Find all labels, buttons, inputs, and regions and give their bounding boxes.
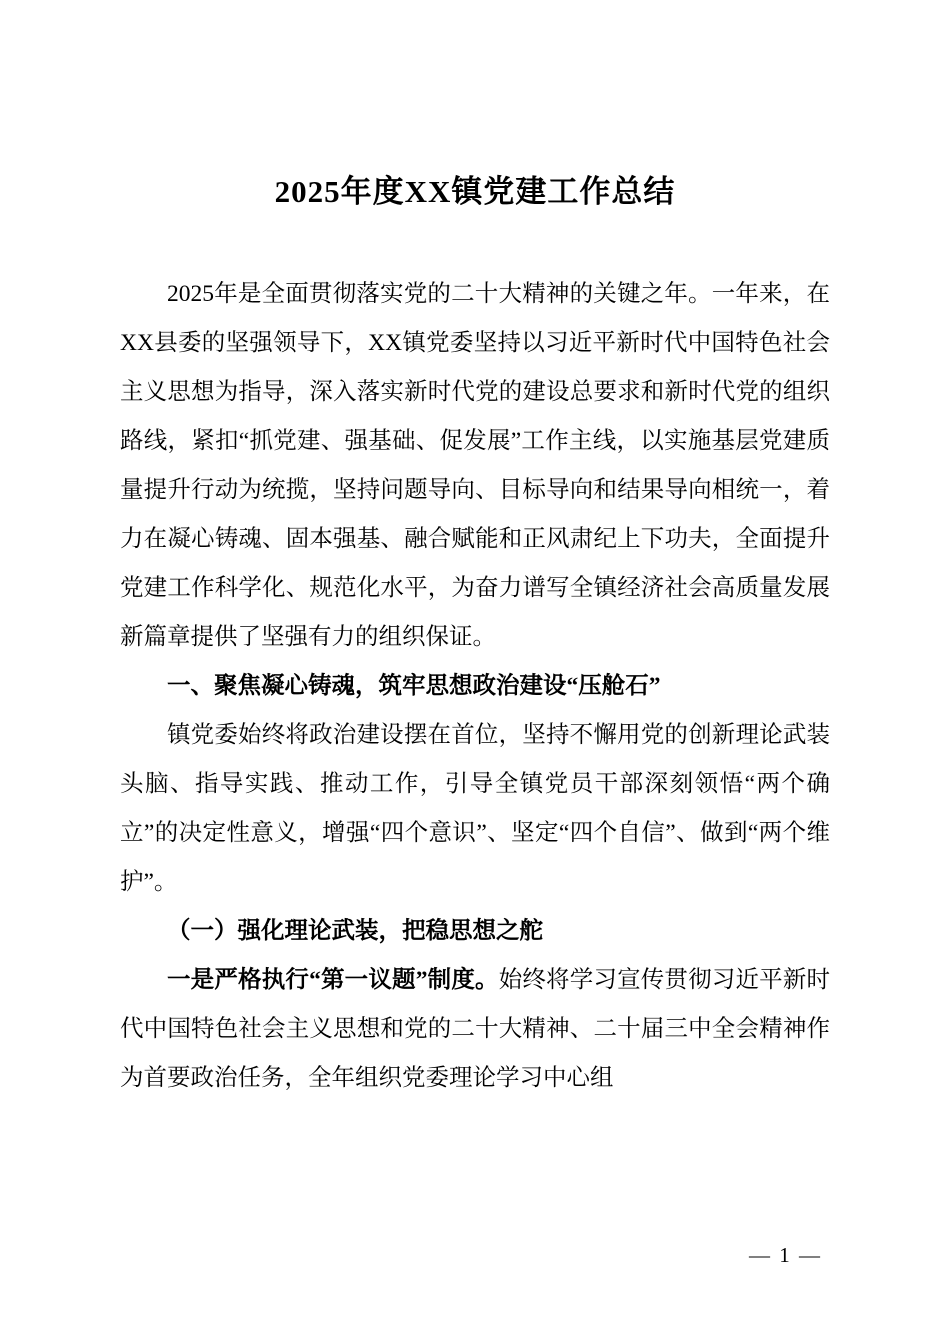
paragraph-subsection-1-1 bbox=[120, 956, 830, 1103]
page-number: — 1 — bbox=[749, 1243, 822, 1267]
subsection-heading-1-1: （一）强化理论武装，把稳思想之舵 bbox=[167, 918, 543, 945]
paragraph-intro: 2025年是全面贯彻落实党的二十大精神的关键之年。一年来，在XX县委的坚强领导下，XX镇党委坚持以习近平新时代中国特色社会主义思想为指导，深入落实新时代党的建设总要求和新时代党的组织路线，紧扣“抓党建、强基础、促发展”工作主线，以实施基层党建质量提升行动为统揽，坚持问题导向、目标导向和结果导向相统一，着力在凝心铸魂、固本强基、融合赋能和正风肃纪上下功夫，全面提升党建工作科学化、规范化水平，为奋力谱写全镇经济社会高质量发展新篇章提供了坚强有力的组织保证。 bbox=[120, 281, 830, 651]
paragraph-body-text: 始终将学习宣传贯彻习近平新时代中国特色社会主义思想和党的二十大精神、二十届三中全会精神作为首要政治任务，全年组织党委理论学习中心组 bbox=[120, 967, 831, 1092]
paragraph-section-1: 镇党委始终将政治建设摆在首位，坚持不懈用党的创新理论武装头脑、指导实践、推动工作，引导全镇党员干部深刻领悟“两个确立”的决定性意义，增强“四个意识”、坚定“四个自信”、做到“两个维护”。 bbox=[120, 722, 830, 896]
paragraph-bold-lead: 一是严格执行“第一议题”制度。 bbox=[167, 967, 499, 994]
document-title: 2025年度XX镇党建工作总结 bbox=[274, 174, 676, 209]
section-heading-1: 一、聚焦凝心铸魂，筑牢思想政治建设“压舱石” bbox=[167, 673, 661, 700]
